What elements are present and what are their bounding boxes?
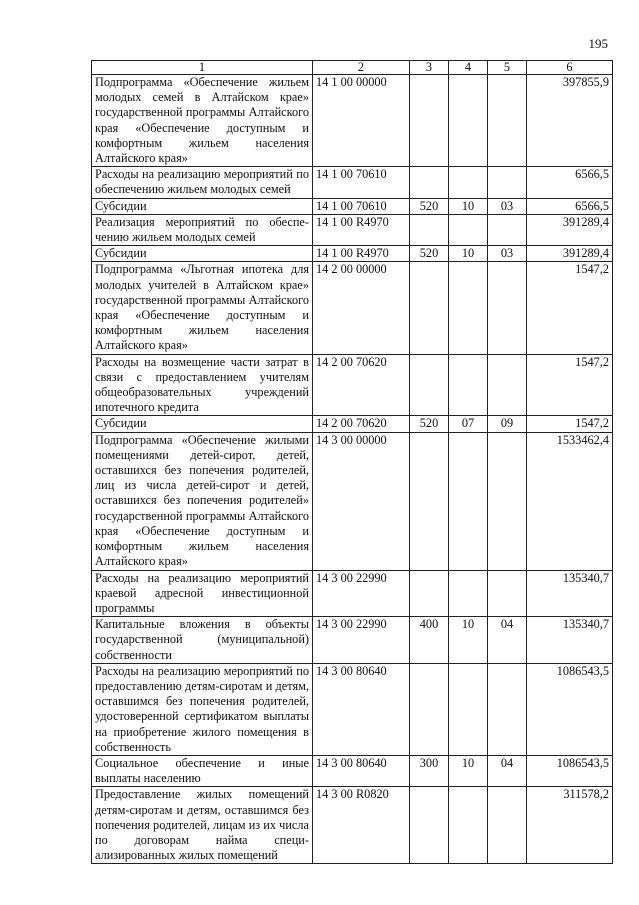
row-col3 (410, 432, 449, 570)
row-col5 (488, 787, 527, 864)
row-col5: 04 (488, 755, 527, 786)
row-name: Подпрограмма «Обеспечение жилыми помещениями детей-сирот, детей, оставшихся без попечения родителей, лиц из числа детей-сирот и детей, оставшихся без попечения родителей» государственной программы Алтайского края «Обеспечение доступным и комфортным жильем населения Алтайского края» (92, 432, 313, 570)
col-header-1: 1 (92, 61, 313, 75)
row-col3: 520 (410, 198, 449, 214)
table-row (92, 787, 613, 864)
row-col3: 300 (410, 755, 449, 786)
row-col4 (449, 432, 488, 570)
budget-table (91, 60, 613, 864)
table-row (92, 416, 613, 432)
col-header-6: 6 (527, 61, 613, 75)
row-name: Капитальные вложения в объекты государственной (муниципальной) собственности (92, 617, 313, 664)
row-col4 (449, 262, 488, 354)
row-code: 14 1 00 70610 (313, 167, 410, 198)
row-col5 (488, 167, 527, 198)
col-header-4: 4 (449, 61, 488, 75)
row-code: 14 3 00 22990 (313, 570, 410, 617)
row-name: Субсидии (92, 416, 313, 432)
row-amount: 311578,2 (527, 787, 613, 864)
row-col3 (410, 354, 449, 416)
row-code: 14 2 00 70620 (313, 416, 410, 432)
table-row (92, 432, 613, 570)
row-amount: 6566,5 (527, 167, 613, 198)
table-row (92, 167, 613, 198)
table-row (92, 663, 613, 755)
row-col3 (410, 787, 449, 864)
row-col5 (488, 432, 527, 570)
table-row (92, 262, 613, 354)
table-row (92, 755, 613, 786)
row-amount: 1547,2 (527, 262, 613, 354)
row-col5 (488, 570, 527, 617)
table-row (92, 617, 613, 664)
row-col3 (410, 262, 449, 354)
row-name: Расходы на реализацию мероприятий по предоставлению детям-сиротам и детям, оставшимся без попечения родителей, удостоверенной сертификатом выплаты на приобретение жилого помещения в собственность (92, 663, 313, 755)
row-code: 14 1 00 70610 (313, 198, 410, 214)
row-name: Расходы на возмещение части затрат в связи с предоставлением учителям общеобразовательных учреждений ипотечного кредита (92, 354, 313, 416)
table-row (92, 246, 613, 262)
row-name: Предоставление жилых помещений детям-сиротам и детям, оставшимся без попечения родителей, лицам из их числа по договорам найма специализированных жилых помещений (92, 787, 313, 864)
row-col3 (410, 214, 449, 245)
row-col4: 07 (449, 416, 488, 432)
row-amount: 1533462,4 (527, 432, 613, 570)
col-header-5: 5 (488, 61, 527, 75)
row-name: Социальное обеспечение и иные выплаты населению (92, 755, 313, 786)
row-code: 14 3 00 R0820 (313, 787, 410, 864)
row-name: Реализация мероприятий по обеспечению жильем молодых семей (92, 214, 313, 245)
row-col4 (449, 570, 488, 617)
table-row (92, 198, 613, 214)
row-code: 14 1 00 R4970 (313, 246, 410, 262)
row-name: Субсидии (92, 198, 313, 214)
row-col5 (488, 262, 527, 354)
row-code: 14 3 00 00000 (313, 432, 410, 570)
col-header-2: 2 (313, 61, 410, 75)
page-number: 195 (588, 36, 608, 51)
row-code: 14 2 00 70620 (313, 354, 410, 416)
row-amount: 391289,4 (527, 214, 613, 245)
column-number-row (92, 61, 613, 75)
table-row (92, 214, 613, 245)
row-col4: 10 (449, 246, 488, 262)
row-col5: 04 (488, 617, 527, 664)
row-col4 (449, 75, 488, 167)
row-code: 14 1 00 00000 (313, 75, 410, 167)
table-row (92, 75, 613, 167)
row-code: 14 3 00 22990 (313, 617, 410, 664)
row-col5: 03 (488, 198, 527, 214)
row-amount: 1547,2 (527, 354, 613, 416)
row-col5 (488, 354, 527, 416)
row-code: 14 3 00 80640 (313, 663, 410, 755)
row-name: Расходы на реализацию мероприятий краевой адресной инвестиционной программы (92, 570, 313, 617)
row-amount: 1086543,5 (527, 755, 613, 786)
row-col5 (488, 75, 527, 167)
row-col3: 520 (410, 416, 449, 432)
row-col3: 400 (410, 617, 449, 664)
row-amount: 1547,2 (527, 416, 613, 432)
row-amount: 135340,7 (527, 570, 613, 617)
row-col4 (449, 354, 488, 416)
table-row (92, 354, 613, 416)
row-name: Подпрограмма «Льготная ипотека для молодых учителей в Алтайском крае» государственной программы Алтайского края «Обеспечение доступным и комфортным жильем населения Алтайского края» (92, 262, 313, 354)
row-col3 (410, 75, 449, 167)
row-name: Субсидии (92, 246, 313, 262)
row-amount: 397855,9 (527, 75, 613, 167)
row-col4 (449, 787, 488, 864)
row-code: 14 1 00 R4970 (313, 214, 410, 245)
row-col3 (410, 167, 449, 198)
row-col4: 10 (449, 198, 488, 214)
row-name: Подпрограмма «Обеспечение жильем молодых семей в Алтайском крае» государственной программы Алтайского края «Обеспечение доступным и комфортным жильем населения Алтайского края» (92, 75, 313, 167)
row-col4: 10 (449, 755, 488, 786)
row-amount: 6566,5 (527, 198, 613, 214)
row-amount: 391289,4 (527, 246, 613, 262)
row-amount: 135340,7 (527, 617, 613, 664)
row-col4 (449, 167, 488, 198)
row-col3 (410, 663, 449, 755)
row-name: Расходы на реализацию мероприятий по обеспечению жильем молодых семей (92, 167, 313, 198)
col-header-3: 3 (410, 61, 449, 75)
row-code: 14 3 00 80640 (313, 755, 410, 786)
row-amount: 1086543,5 (527, 663, 613, 755)
row-col5: 03 (488, 246, 527, 262)
row-col5 (488, 663, 527, 755)
table-row (92, 570, 613, 617)
row-col3 (410, 570, 449, 617)
row-col4 (449, 663, 488, 755)
row-col5 (488, 214, 527, 245)
row-code: 14 2 00 00000 (313, 262, 410, 354)
row-col4 (449, 214, 488, 245)
row-col3: 520 (410, 246, 449, 262)
row-col5: 09 (488, 416, 527, 432)
row-col4: 10 (449, 617, 488, 664)
